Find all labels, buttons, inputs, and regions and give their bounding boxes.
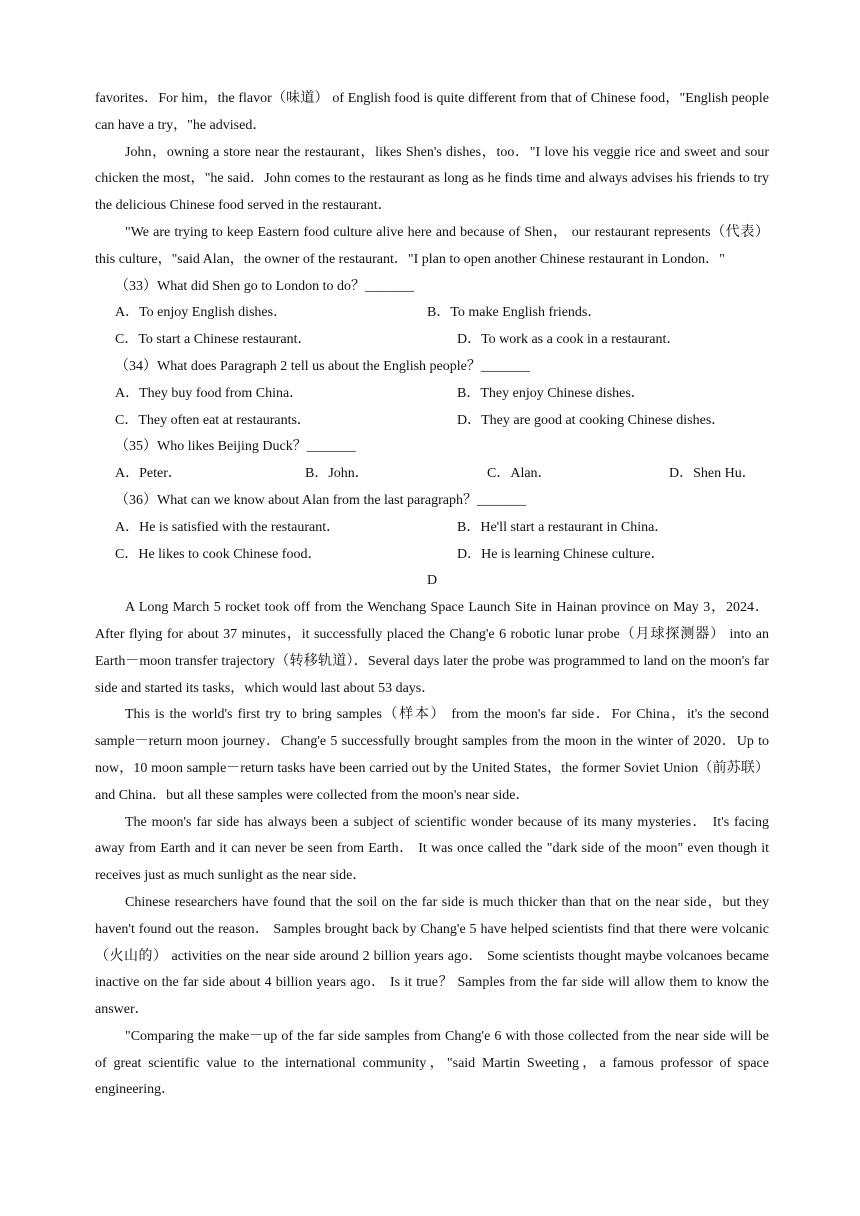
option-a: A．To enjoy English dishes． xyxy=(115,305,288,321)
passage-d-paragraph: This is the world's first try to bring samples（样本） from the moon's far side．For China，it's the second sample－return moon journey．Chang'e 5 successfully brought samples from the moon in the winter of 2020．Up to now，10 moon sample－return tasks have been carried out by the United States，the former Soviet Union（前苏联） and China．but all these samples were collected from the moon's near side． xyxy=(95,707,769,803)
option-b: B．John． xyxy=(305,466,369,482)
question-36-options xyxy=(95,515,769,542)
section-d-heading: D xyxy=(426,573,438,589)
option-a: A．They buy food from China． xyxy=(115,385,304,401)
option-c: C．They often eat at restaurants． xyxy=(115,412,311,428)
question-35-stem: （35）Who likes Beijing Duck？_______ xyxy=(115,439,356,455)
question-35-options xyxy=(95,461,769,488)
option-b: B．They enjoy Chinese dishes． xyxy=(457,385,645,401)
option-a: A．Peter． xyxy=(115,466,182,482)
option-c: C．To start a Chinese restaurant． xyxy=(115,332,312,348)
passage-d-paragraph: "Comparing the make－up of the far side samples from Chang'e 6 with those collected from the near side will be of great scientific value to the international community，"said Martin Sweeting，a famous professor of space engineering． xyxy=(95,1028,769,1098)
question-36-options xyxy=(95,542,769,569)
question-36-stem: （36）What can we know about Alan from the last paragraph？_______ xyxy=(115,492,526,508)
passage-c-paragraph: John，owning a store near the restaurant，likes Shen's dishes，too．"I love his veggie rice and sweet and sour chicken the most，"he said．John comes to the restaurant as long as he finds time and always advises his friends to try the delicious Chinese food served in the restaurant． xyxy=(95,144,769,214)
question-34-stem: （34）What does Paragraph 2 tell us about the English people？_______ xyxy=(115,358,530,374)
question-33-options xyxy=(95,300,769,327)
option-c: C．He likes to cook Chinese food． xyxy=(115,546,322,562)
question-33-stem: （33）What did Shen go to London to do？_______ xyxy=(115,278,415,294)
question-33-options xyxy=(95,327,769,354)
question-34-options xyxy=(95,408,769,435)
passage-d-paragraph: Chinese researchers have found that the soil on the far side is much thicker than that on the near side，but they haven't found out the reason． Samples brought back by Chang'e 5 have helped scientists find that there were volcanic （火山的） activities on the near side around 2 billion years ago． Some scientists thought maybe volcanoes became inactive on the far side about 4 billion years ago． Is it true？ Samples from the far side will allow them to know the answer． xyxy=(95,894,769,1018)
passage-d-paragraph: The moon's far side has always been a subject of scientific wonder because of its many mysteries． It's facing away from Earth and it can never be seen from Earth． It was once called the "dark side of the moon" even though it receives just as much sunlight as the near side． xyxy=(95,814,769,884)
option-b: B．To make English friends． xyxy=(427,305,602,321)
option-a: A．He is satisfied with the restaurant． xyxy=(115,519,341,535)
option-d: D．To work as a cook in a restaurant． xyxy=(457,332,681,348)
passage-d-paragraph: A Long March 5 rocket took off from the Wenchang Space Launch Site in Hainan province on May 3，2024．After flying for about 37 minutes，it successfully placed the Chang'e 6 robotic lunar probe（月球探测器） into an Earth－moon transfer trajectory（转移轨道）．Several days later the probe was programmed to land on the moon's far side and started its tasks，which would last about 53 days． xyxy=(95,600,769,696)
document-page xyxy=(95,86,769,1104)
option-d: D．He is learning Chinese culture． xyxy=(457,546,665,562)
passage-c-paragraph: favorites．For him，the flavor（味道） of English food is quite different from that of Chinese food，"English people can have a try，"he advised． xyxy=(95,91,769,133)
option-c: C．Alan． xyxy=(487,466,552,482)
option-d: D．They are good at cooking Chinese dishes． xyxy=(457,412,726,428)
passage-c-paragraph: "We are trying to keep Eastern food culture alive here and because of Shen， our restaurant represents（代表） this culture，"said Alan，the owner of the restaurant．"I plan to open another Chinese restaurant in London．" xyxy=(95,224,769,267)
question-34-options xyxy=(95,381,769,408)
option-b: B．He'll start a restaurant in China． xyxy=(457,519,669,535)
option-d: D．Shen Hu． xyxy=(669,466,756,482)
